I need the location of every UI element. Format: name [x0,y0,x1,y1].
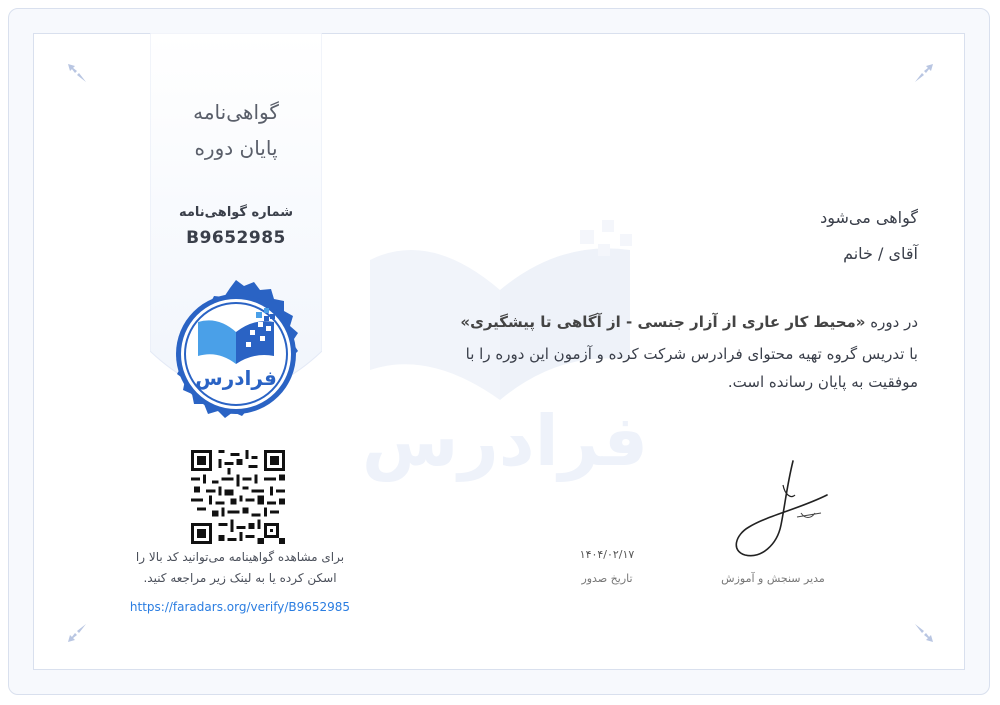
completion-line: با تدریس گروه تهیه محتوای فرادرس شرکت کرده و آزمون این دوره را با [465,345,918,363]
signature [725,455,835,565]
issue-date-caption: تاریخ صدور [581,572,633,585]
brand-seal [160,278,312,430]
certificate-subtitle: پایان دوره [194,136,278,160]
watermark-brand-text: فرادرس [361,400,649,482]
qr-instruction-line1: برای مشاهده گواهینامه می‌توانید کد بالا را [135,550,345,564]
corner-ornament-icon [913,622,935,644]
verify-link[interactable]: https://faradars.org/verify/B9652985 [129,600,351,614]
qr-instruction-line2: اسکن کرده یا به لینک زیر مراجعه کنید. [143,571,337,585]
certificate-title: گواهی‌نامه [193,100,279,124]
signer-caption: مدیر سنجش و آموزش [721,572,825,585]
certificate-number: B9652985 [186,228,286,248]
course-name: «محیط کار عاری از آزار جنسی - از آگاهی تا پیشگیری» [460,313,866,331]
corner-ornament-icon [913,62,935,84]
recipient-line: آقای / خانم [843,244,918,263]
corner-ornament-icon [66,62,88,84]
seal-brand-text: فرادرس [195,366,277,390]
certify-line: گواهی می‌شود [820,208,918,227]
completion-line-2: موفقیت به پایان رسانده است. [727,373,918,391]
qr-code[interactable] [191,450,285,544]
issue-date: ۱۴۰۴/۰۲/۱۷ [579,548,635,561]
certificate-number-label: شماره گواهی‌نامه [178,205,294,220]
course-prefix: در دوره [870,313,918,331]
course-line [460,313,918,331]
corner-ornament-icon [66,622,88,644]
